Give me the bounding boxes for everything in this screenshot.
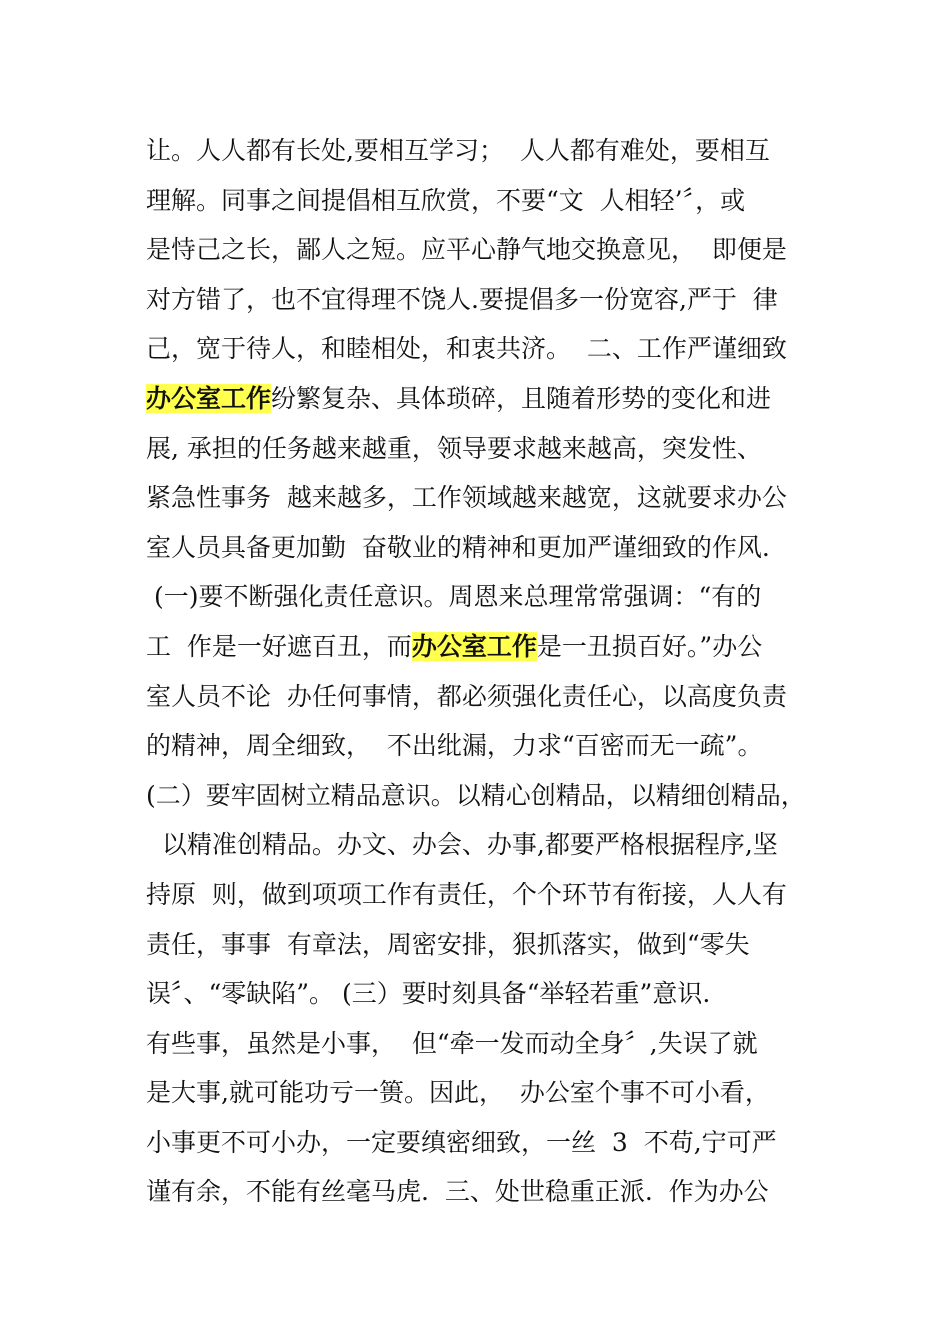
text-segment: 对方错了，也不宜得理不饶人.要提倡多一份宽容,严于 律: [146, 284, 778, 314]
text-segment: 展, 承担的任务越来越重，领导要求越来越高，突发性、: [146, 433, 762, 463]
text-line: [146, 820, 816, 870]
text-line: [146, 1068, 816, 1118]
text-segment: 紧急性事务 越来越多，工作领域越来越宽，这就要求办公: [146, 483, 787, 513]
text-segment: 以精准创精品。办文、办会、办事,都要严格根据程序,坚: [146, 830, 778, 860]
text-line: [146, 1118, 816, 1168]
text-line: [146, 176, 816, 226]
text-segment: 小事更不可小办，一定要缜密细致，一丝 3 不苟,宁可严: [146, 1127, 777, 1157]
text-segment: 持原 则，做到项项工作有责任，个个环节有衔接，人人有: [146, 879, 787, 909]
text-line: [146, 622, 816, 672]
text-segment: 让。人人都有长处,要相互学习； 人人都有难处，要相互: [146, 136, 770, 165]
text-segment: 误〞、“零缺陷”。 (三）要时刻具备“举轻若重”意识.: [146, 979, 711, 1009]
text-segment: 责任，事事 有章法，周密安排，狠抓落实，做到“零失: [146, 929, 750, 959]
text-segment: 是大事,就可能功亏一篑。因此， 办公室个事不可小看，: [146, 1078, 770, 1108]
text-segment: 的精神，周全细致， 不出纰漏，力求“百密而无一疏”。: [146, 731, 763, 761]
text-line: [146, 225, 816, 275]
text-line: [146, 920, 816, 970]
text-line: [146, 1019, 816, 1069]
highlighted-term: 办公室工作: [411, 631, 537, 661]
text-segment: 有些事，虽然是小事， 但“牵一发而动全身〞,失误了就: [146, 1028, 758, 1058]
body-text: [146, 126, 816, 1217]
text-line: [146, 473, 816, 523]
text-segment: 纷繁复杂、具体琐碎，且随着形势的变化和进: [271, 383, 772, 413]
text-segment: 谨有余，不能有丝毫马虎. 三、处世稳重正派. 作为办公: [146, 1177, 769, 1207]
text-line: [146, 424, 816, 474]
text-line: [146, 870, 816, 920]
text-line: [146, 126, 816, 176]
text-line: [146, 523, 816, 573]
text-line: [146, 672, 816, 722]
text-line: [146, 969, 816, 1019]
text-segment: 室人员不论 办任何事情，都必须强化责任心，以高度负责: [146, 681, 787, 711]
text-line: [146, 324, 816, 374]
text-segment: (一)要不断强化责任意识。周恩来总理常常强调：“有的: [146, 582, 762, 612]
text-segment: (二）要牢固树立精品意识。以精心创精品，以精细创精品，: [146, 780, 806, 810]
text-line: [146, 771, 816, 821]
text-segment: 己，宽于待人，和睦相处，和衷共济。 二、工作严谨细致: [146, 334, 787, 364]
text-line: [146, 1167, 816, 1217]
text-segment: 理解。同事之间提倡相互欣赏，不要“文 人相轻’〞，或: [146, 185, 746, 215]
text-segment: 是一丑损百好。”办公: [536, 631, 763, 661]
text-line: [146, 721, 816, 771]
text-segment: 室人员具备更加勤 奋敬业的精神和更加严谨细致的作风.: [146, 532, 770, 562]
text-line: [146, 572, 816, 622]
text-segment: 工 作是一好遮百丑，而: [146, 631, 412, 661]
text-segment: 是恃己之长，鄙人之短。应平心静气地交换意见， 即便是: [146, 235, 787, 265]
text-line: [146, 374, 816, 424]
highlighted-term: 办公室工作: [146, 383, 272, 413]
text-line: [146, 275, 816, 325]
